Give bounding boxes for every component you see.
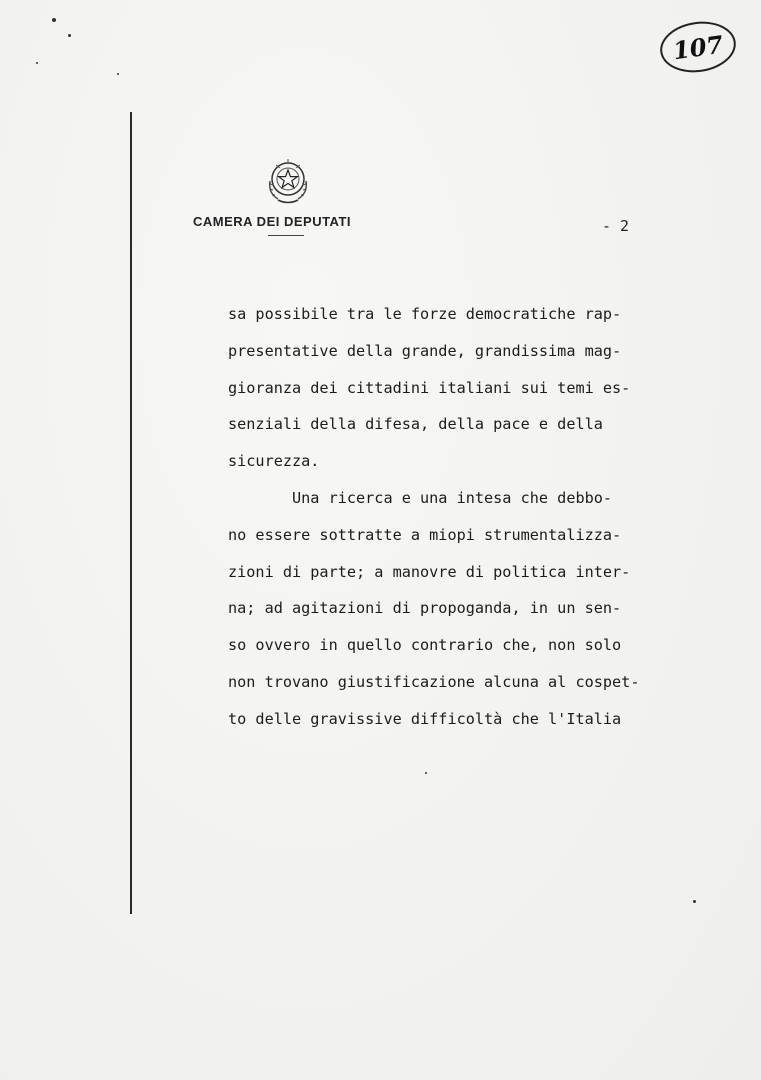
text-line: sa possibile tra le forze democratiche rap- [228,305,622,323]
text-line: no essere sottratte a miopi strumentalizza- [228,525,622,544]
scan-speck [36,62,38,64]
page-number-stamp [657,17,739,77]
scan-speck [425,772,427,774]
margin-rule [130,112,132,914]
text-line: gioranza dei cittadini italiani sui temi es- [228,378,631,397]
text-line: non trovano giustificazione alcuna al cospet- [228,672,640,691]
text-line: Una ricerca e una intesa che debbo- [228,488,613,507]
republic-emblem-icon [262,155,314,207]
text-line: so ovvero in quello contrario che, non solo [228,636,622,655]
text-line: sicurezza. [228,452,320,471]
scan-speck [693,900,696,903]
scan-speck [68,34,71,37]
text-line: na; ad agitazioni di propoganda, in un sen- [228,599,622,618]
text-line: zioni di parte; a manovre di politica inter- [228,562,631,581]
text-line: to delle gravissive difficoltà che l'Italia [228,709,622,728]
page-number-stamp-text: 107 [671,29,725,65]
scan-speck [52,18,56,22]
scan-speck [117,73,119,75]
page-reference: - 2 [602,217,630,235]
text-line: presentative della grande, grandissima mag- [228,341,622,360]
body-text [228,296,668,738]
institution-name: CAMERA DEI DEPUTATI [193,214,352,229]
text-line: senziali della difesa, della pace e della [228,415,603,434]
institution-underline [268,235,304,236]
